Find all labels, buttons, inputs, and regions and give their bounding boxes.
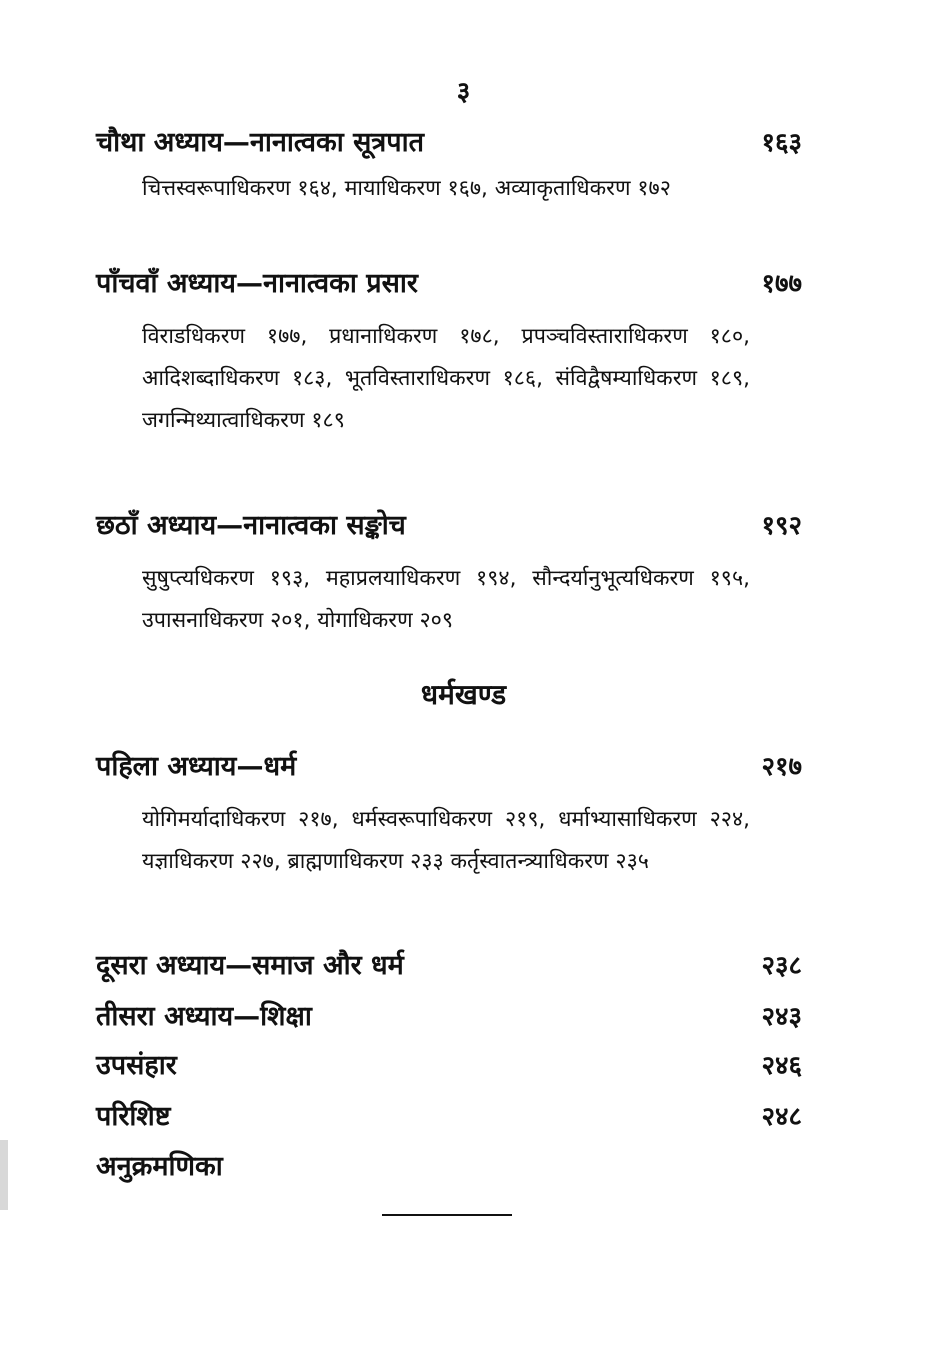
chapter-page-number: २१७: [761, 752, 802, 782]
toc-entry-index[interactable]: [96, 1146, 802, 1183]
chapter-title: चौथा अध्याय—नानात्वका सूत्रपात: [96, 127, 425, 158]
chapter-title: पाँचवाँ अध्याय—नानात्वका प्रसार: [96, 268, 418, 299]
toc-entry-conclusion[interactable]: [96, 1045, 802, 1082]
toc-entry-chapter-6[interactable]: [96, 505, 802, 542]
toc-entry-dharma-chapter-3[interactable]: [96, 996, 802, 1033]
end-rule-divider: [382, 1214, 512, 1216]
toc-entry-appendix[interactable]: [96, 1096, 802, 1133]
chapter-page-number: १७७: [761, 269, 802, 299]
toc-entry-chapter-5[interactable]: [96, 263, 802, 300]
toc-entry-dharma-chapter-2[interactable]: [96, 945, 802, 982]
subsection-list: सुषुप्त्यधिकरण १९३, महाप्रलयाधिकरण १९४, सौन्दर्यानुभूत्यधिकरण १९५, उपासनाधिकरण २०१, योगाधिकरण २०९: [142, 566, 750, 633]
chapter-title: दूसरा अध्याय—समाज और धर्म: [96, 950, 404, 981]
subsection-list: योगिमर्यादाधिकरण २१७, धर्मस्वरूपाधिकरण २१९, धर्माभ्यासाधिकरण २२४, यज्ञाधिकरण २२७, ब्राह्मणाधिकरण २३३ कर्तृस्वातन्त्र्याधिकरण २३५: [142, 807, 750, 874]
chapter-title: तीसरा अध्याय—शिक्षा: [96, 1001, 312, 1032]
chapter-page-number: २४३: [761, 1002, 802, 1032]
chapter-page-number: २४६: [761, 1051, 802, 1081]
chapter-title: परिशिष्ट: [96, 1101, 171, 1132]
chapter-title: अनुक्रमणिका: [96, 1151, 223, 1182]
chapter-title: उपसंहार: [96, 1050, 177, 1081]
toc-entry-dharma-chapter-1[interactable]: [96, 746, 802, 783]
subsection-list: चित्तस्वरूपाधिकरण १६४, मायाधिकरण १६७, अव्याकृताधिकरण १७२: [142, 176, 671, 201]
subsection-list: विराडधिकरण १७७, प्रधानाधिकरण १७८, प्रपञ्चविस्ताराधिकरण १८०, आदिशब्दाधिकरण १८३, भूतविस्ताराधिकरण १८६, संविद्वैषम्याधिकरण १८९, जगन्मिथ्यात्वाधिकरण १८९: [142, 324, 750, 433]
chapter-page-number: २४८: [761, 1102, 802, 1132]
section-heading: धर्मखण्ड: [420, 678, 507, 711]
chapter-page-number: १९२: [761, 511, 802, 541]
chapter-title: पहिला अध्याय—धर्म: [96, 751, 297, 782]
chapter-page-number: १६३: [761, 128, 802, 158]
scan-edge-shadow: [0, 1140, 8, 1210]
chapter-page-number: २३८: [761, 951, 802, 981]
chapter-title: छठाँ अध्याय—नानात्वका सङ्कोच: [96, 510, 406, 541]
page-number: ३: [456, 77, 471, 107]
toc-entry-chapter-4[interactable]: [96, 122, 802, 159]
